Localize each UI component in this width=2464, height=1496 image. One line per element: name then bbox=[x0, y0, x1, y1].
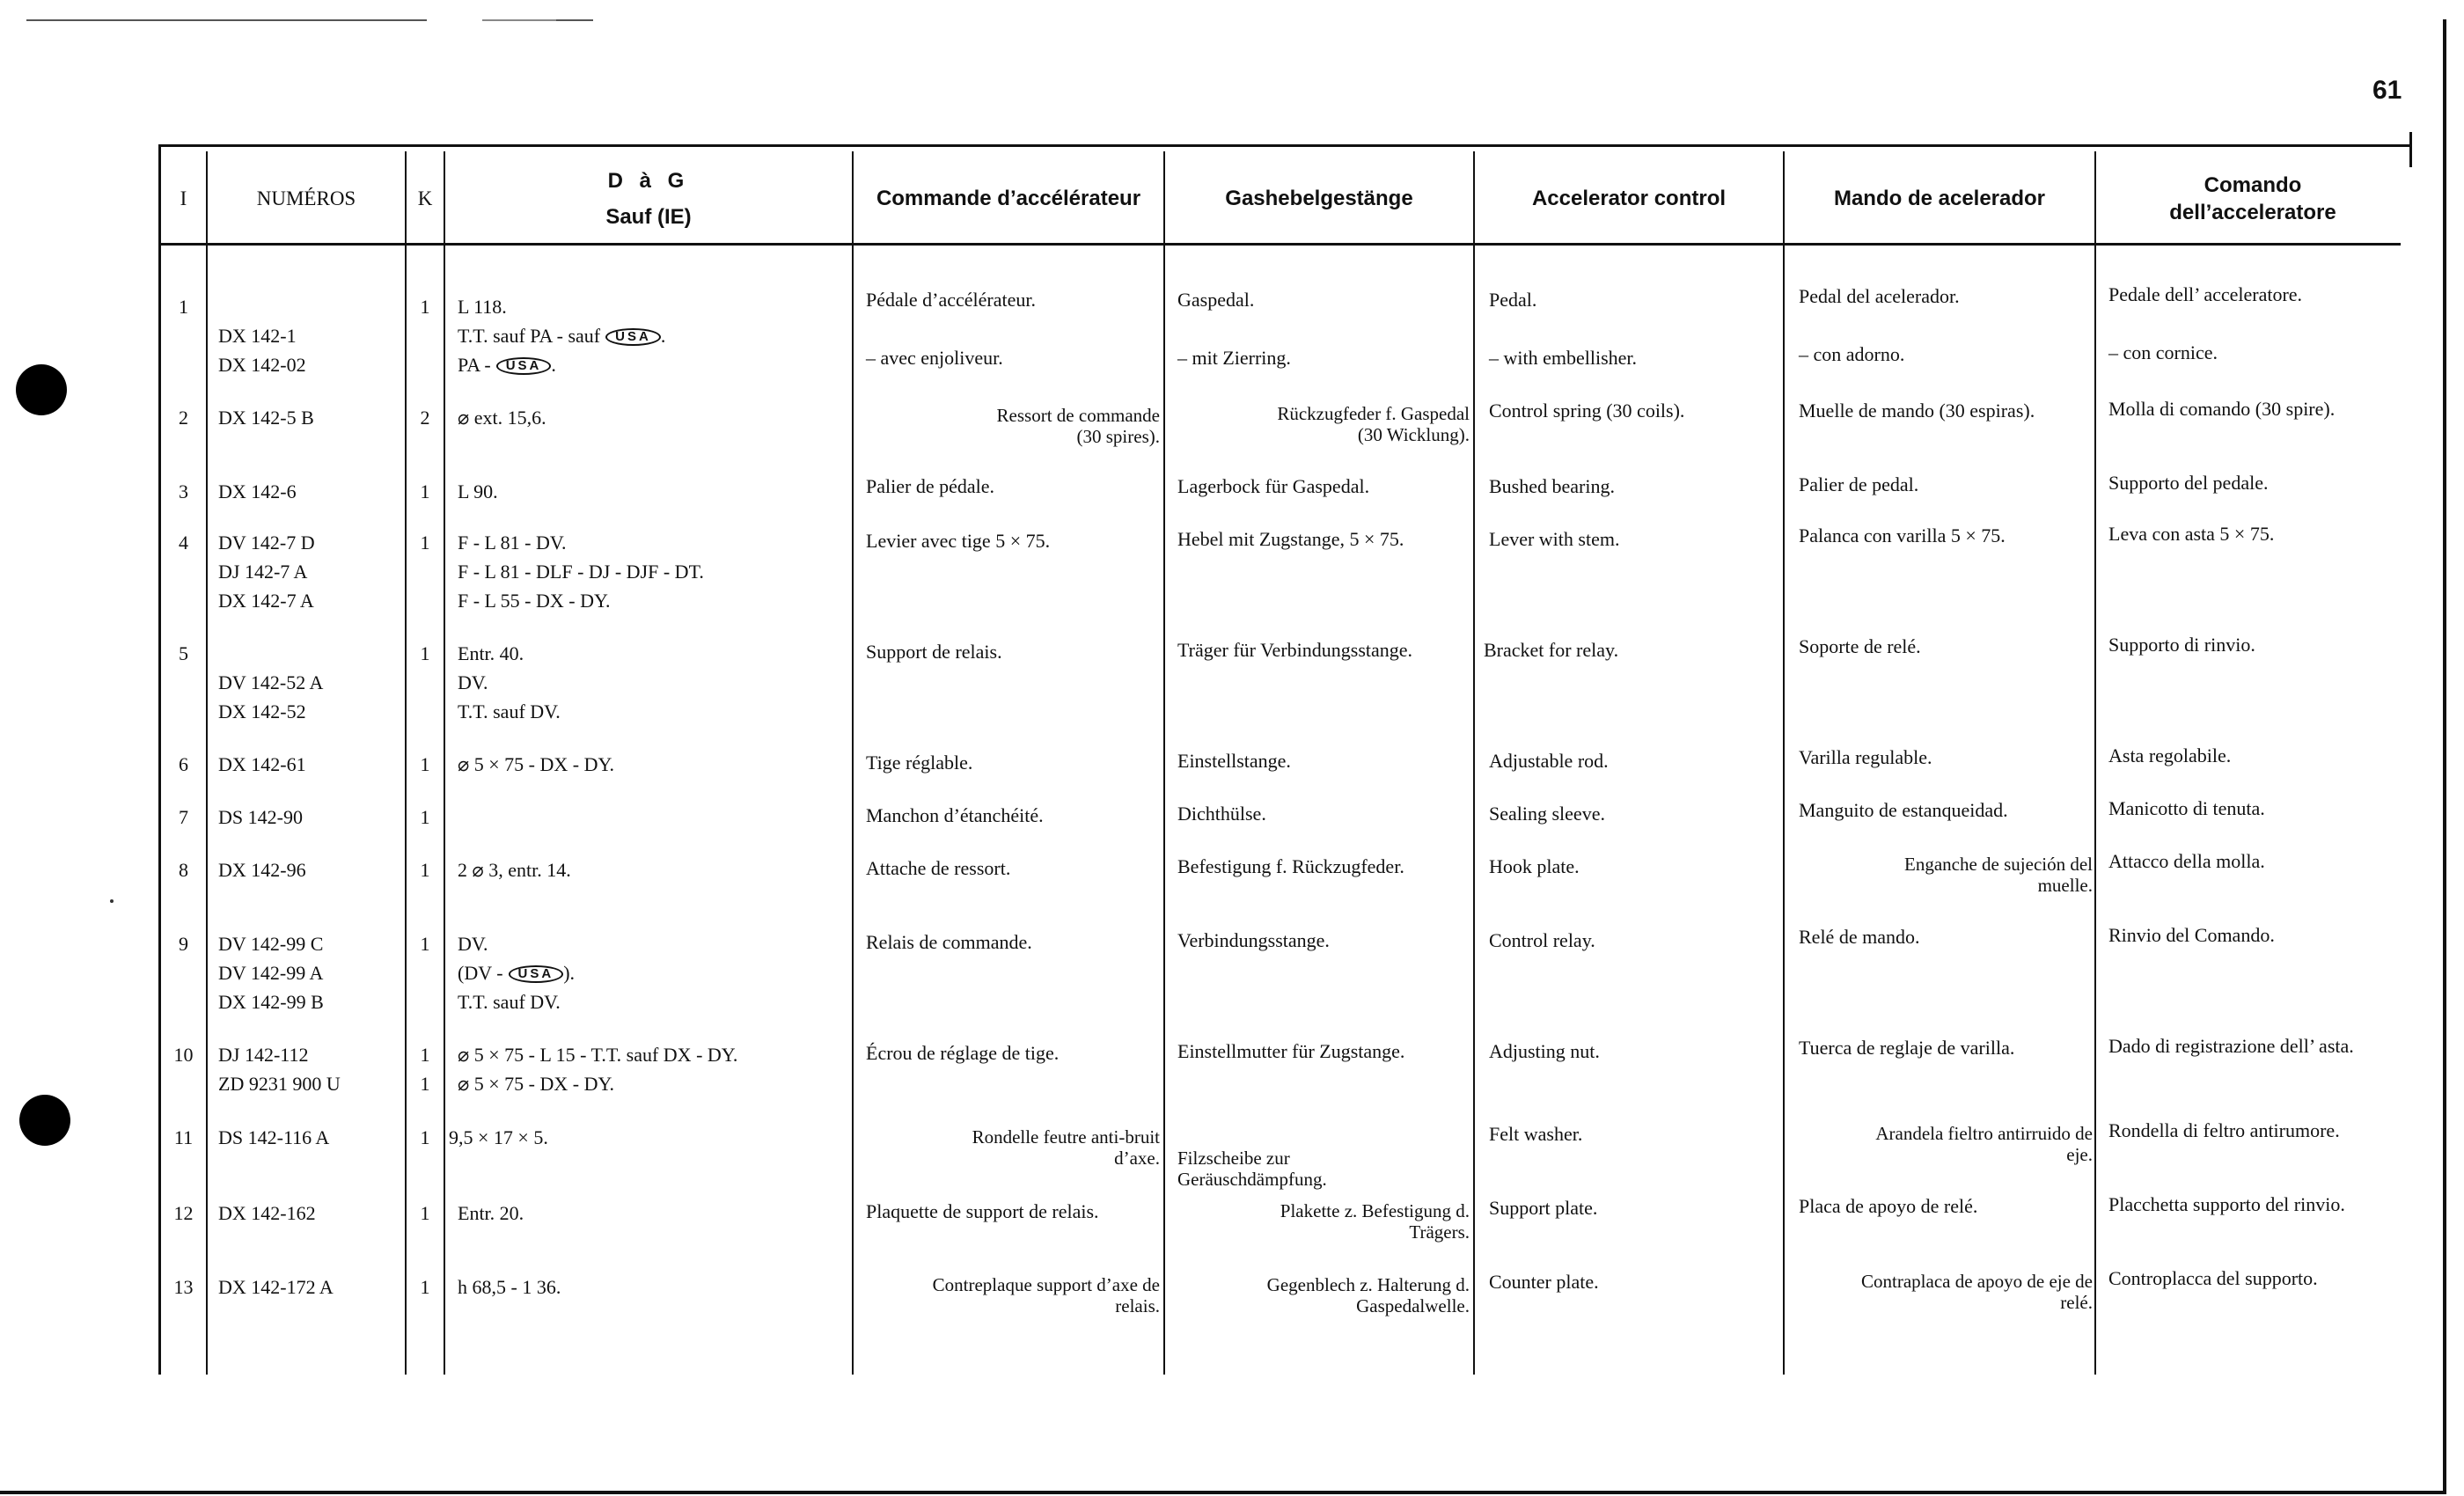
row-4-es: Palanca con varilla 5 × 75. bbox=[1799, 524, 2006, 546]
row-6-index: 6 bbox=[179, 753, 188, 775]
usa-mark-icon: USA bbox=[605, 328, 661, 346]
row-9-dag-line2 bbox=[458, 958, 850, 987]
header-dag-line2: Sauf (IE) bbox=[605, 205, 692, 229]
row-10-fr: Écrou de réglage de tige. bbox=[866, 1042, 1060, 1064]
header-dag-line1: D à G bbox=[607, 168, 690, 193]
usa-mark-icon: USA bbox=[496, 357, 552, 375]
row-2-it: Molla di comando (30 spire). bbox=[2108, 398, 2336, 420]
row-13-es: Contraplaca de apoyo de eje de relé. bbox=[1861, 1271, 2093, 1313]
row-10-dag: ⌀ 5 × 75 - L 15 - T.T. sauf DX - DY. ⌀ 5 × 75 - DX - DY. bbox=[458, 1044, 738, 1095]
header-es: Mando de acelerador bbox=[1833, 187, 2046, 211]
row-4-en: Lever with stem. bbox=[1489, 528, 1620, 550]
row-9-en: Control relay. bbox=[1489, 929, 1595, 951]
row-8-k: 1 bbox=[420, 859, 430, 881]
row-9-dag-line2-end: ). bbox=[563, 962, 576, 984]
row-1-dag-line3: PA - USA . bbox=[458, 354, 556, 376]
row-3-it: Supporto del pedale. bbox=[2108, 472, 2269, 494]
col-line-fr bbox=[1163, 151, 1165, 1375]
row-4-dag: F - L 81 - DV. F - L 81 - DLF - DJ - DJF - DT. F - L 55 - DX - DY. bbox=[458, 532, 704, 612]
row-2-en: Control spring (30 coils). bbox=[1489, 400, 1685, 422]
row-1-de: Gaspedal. – mit Zierring. bbox=[1177, 289, 1291, 369]
row-4-numeros: DV 142-7 D DJ 142-7 A DX 142-7 A bbox=[218, 532, 315, 612]
row-3-en: Bushed bearing. bbox=[1489, 475, 1615, 497]
header-fr: Commande d’accélérateur bbox=[876, 187, 1141, 211]
row-1-dag-line1: L 118. bbox=[458, 296, 507, 318]
row-1-index: 1 bbox=[179, 296, 188, 318]
row-1-fr: Pédale d’accélérateur. – avec enjoliveur. bbox=[866, 289, 1036, 369]
row-1-en: Pedal. – with embellisher. bbox=[1489, 289, 1638, 369]
row-7-it: Manicotto di tenuta. bbox=[2108, 797, 2265, 819]
row-1-numeros: DX 142-1 DX 142-02 bbox=[218, 325, 306, 376]
row-9-dag-line1: DV. bbox=[458, 933, 488, 955]
row-9-numeros: DV 142-99 C DV 142-99 A DX 142-99 B bbox=[218, 933, 324, 1013]
usa-mark-icon: USA bbox=[509, 965, 564, 983]
row-9-dag bbox=[458, 929, 850, 1016]
row-12-en: Support plate. bbox=[1489, 1197, 1598, 1219]
row-6-dag: ⌀ 5 × 75 - DX - DY. bbox=[458, 753, 615, 775]
row-9-fr: Relais de commande. bbox=[866, 931, 1032, 953]
speck bbox=[110, 899, 114, 903]
row-10-it: Dado di registrazione dell’ asta. bbox=[2108, 1035, 2354, 1057]
col-line-k bbox=[444, 151, 445, 1375]
row-5-en: Bracket for relay. bbox=[1484, 639, 1619, 661]
row-8-dag: 2 ⌀ 3, entr. 14. bbox=[458, 859, 571, 881]
row-6-de: Einstellstange. bbox=[1177, 750, 1291, 772]
header-dag bbox=[445, 151, 852, 246]
row-3-numeros: DX 142-6 bbox=[218, 480, 297, 502]
page-edge-right bbox=[2443, 19, 2446, 1494]
row-10-k: 1 1 bbox=[420, 1044, 430, 1095]
row-2-numeros: DX 142-5 B bbox=[218, 407, 314, 429]
row-11-es: Arandela fieltro antirruido de eje. bbox=[1875, 1123, 2093, 1165]
row-11-de bbox=[1177, 1126, 1470, 1211]
row-12-fr: Plaquette de support de relais. bbox=[866, 1200, 1099, 1222]
row-11-numeros: DS 142-116 A bbox=[218, 1126, 330, 1148]
row-1-dag bbox=[458, 292, 850, 379]
row-5-index: 5 bbox=[179, 642, 188, 664]
row-12-k: 1 bbox=[420, 1202, 430, 1224]
row-12-de: Plakette z. Befestigung d. Trägers. bbox=[1280, 1200, 1470, 1243]
row-8-fr: Attache de ressort. bbox=[866, 857, 1011, 879]
row-13-de: Gegenblech z. Halterung d. Gaspedalwelle. bbox=[1266, 1274, 1470, 1316]
row-1-k: 1 bbox=[420, 296, 430, 318]
row-8-numeros: DX 142-96 bbox=[218, 859, 306, 881]
row-10-es: Tuerca de reglaje de varilla. bbox=[1799, 1037, 2015, 1059]
row-10-index: 10 bbox=[173, 1044, 194, 1066]
row-9-de: Verbindungsstange. bbox=[1177, 929, 1330, 951]
row-5-numeros: DV 142-52 A DX 142-52 bbox=[218, 671, 324, 722]
row-7-es: Manguito de estanqueidad. bbox=[1799, 799, 2008, 821]
row-1-dag-line2-text: T.T. sauf PA - sauf bbox=[458, 325, 601, 347]
row-1-dag-line3-text: PA - bbox=[458, 354, 491, 376]
row-10-numeros: DJ 142-112 ZD 9231 900 U bbox=[218, 1044, 341, 1095]
row-11-fr: Rondelle feutre anti-bruit d’axe. bbox=[972, 1126, 1160, 1169]
row-8-en: Hook plate. bbox=[1489, 855, 1580, 877]
row-4-k: 1 bbox=[420, 532, 430, 554]
frame-top bbox=[158, 144, 2411, 147]
col-line-es bbox=[2094, 151, 2096, 1375]
row-13-numeros: DX 142-172 A bbox=[218, 1276, 334, 1298]
header-de: Gashebelgestänge bbox=[1225, 187, 1413, 211]
col-line-dag bbox=[852, 151, 854, 1375]
row-2-es: Muelle de mando (30 espiras). bbox=[1799, 400, 2035, 422]
row-2-de: Rückzugfeder f. Gaspedal (30 Wicklung). bbox=[1277, 403, 1470, 445]
col-line-de bbox=[1473, 151, 1475, 1375]
row-7-en: Sealing sleeve. bbox=[1489, 803, 1605, 825]
page-number: 61 bbox=[2372, 76, 2402, 105]
row-1-it: Pedale dell’ acceleratore. – con cornice. bbox=[2108, 283, 2303, 363]
row-5-dag: Entr. 40. DV. T.T. sauf DV. bbox=[458, 642, 561, 722]
row-3-de: Lagerbock für Gaspedal. bbox=[1177, 475, 1370, 497]
row-7-numeros: DS 142-90 bbox=[218, 806, 303, 828]
row-8-it: Attacco della molla. bbox=[2108, 850, 2265, 872]
row-3-dag: L 90. bbox=[458, 480, 498, 502]
row-6-numeros: DX 142-61 bbox=[218, 753, 306, 775]
row-13-index: 13 bbox=[173, 1276, 194, 1298]
header-it-text: Comando dell’acceleratore bbox=[2169, 172, 2336, 224]
row-4-index: 4 bbox=[179, 532, 188, 554]
row-12-dag: Entr. 20. bbox=[458, 1202, 524, 1224]
row-13-en: Counter plate. bbox=[1489, 1271, 1599, 1293]
row-7-k: 1 bbox=[420, 806, 430, 828]
row-4-it: Leva con asta 5 × 75. bbox=[2108, 523, 2275, 545]
row-5-es: Soporte de relé. bbox=[1799, 635, 1921, 657]
row-3-k: 1 bbox=[420, 480, 430, 502]
row-8-index: 8 bbox=[179, 859, 188, 881]
row-7-index: 7 bbox=[179, 806, 188, 828]
row-12-index: 12 bbox=[173, 1202, 194, 1224]
row-11-it: Rondella di feltro antirumore. bbox=[2108, 1119, 2340, 1141]
row-5-k: 1 bbox=[420, 642, 430, 664]
page-edge-bottom bbox=[0, 1491, 2446, 1494]
row-8-de: Befestigung f. Rückzugfeder. bbox=[1177, 855, 1404, 877]
row-4-fr: Levier avec tige 5 × 75. bbox=[866, 530, 1051, 552]
row-1-es: Pedal del acelerador. – con adorno. bbox=[1799, 285, 1960, 365]
row-9-k: 1 bbox=[420, 933, 430, 955]
row-9-dag-line2-text: (DV - bbox=[458, 962, 503, 984]
row-11-en: Felt washer. bbox=[1489, 1123, 1583, 1145]
row-4-de: Hebel mit Zugstange, 5 × 75. bbox=[1177, 528, 1404, 550]
header-it bbox=[2096, 151, 2409, 246]
row-6-en: Adjustable rod. bbox=[1489, 750, 1609, 772]
row-11-k: 1 bbox=[420, 1126, 430, 1148]
row-5-fr: Support de relais. bbox=[866, 641, 1002, 663]
row-3-es: Palier de pedal. bbox=[1799, 473, 1919, 495]
row-12-numeros: DX 142-162 bbox=[218, 1202, 316, 1224]
row-13-it: Controplacca del supporto. bbox=[2108, 1267, 2318, 1289]
row-13-k: 1 bbox=[420, 1276, 430, 1298]
row-3-fr: Palier de pédale. bbox=[866, 475, 994, 497]
row-2-dag: ⌀ ext. 15,6. bbox=[458, 407, 546, 429]
binder-hole-top bbox=[16, 364, 67, 415]
col-line-index bbox=[206, 151, 208, 1375]
row-2-fr: Ressort de commande (30 spires). bbox=[996, 405, 1160, 447]
row-13-fr: Contreplaque support d’axe de relais. bbox=[932, 1274, 1160, 1316]
row-10-de: Einstellmutter für Zugstange. bbox=[1177, 1040, 1405, 1062]
top-rule-long bbox=[26, 19, 427, 21]
header-k: K bbox=[417, 187, 433, 210]
row-12-es: Placa de apoyo de relé. bbox=[1799, 1195, 1978, 1217]
row-13-dag: h 68,5 - 1 36. bbox=[458, 1276, 561, 1298]
header-en: Accelerator control bbox=[1531, 187, 1727, 211]
row-6-es: Varilla regulable. bbox=[1799, 746, 1932, 768]
row-5-de: Träger für Verbindungsstange. bbox=[1177, 639, 1413, 661]
row-11-de-text: Filzscheibe zur Geräuschdämpfung. bbox=[1177, 1148, 1327, 1190]
row-2-k: 2 bbox=[420, 407, 430, 429]
row-9-index: 9 bbox=[179, 933, 188, 955]
header-index: I bbox=[180, 187, 187, 210]
col-line-en bbox=[1783, 151, 1785, 1375]
binder-hole-bottom bbox=[19, 1095, 70, 1146]
row-6-it: Asta regolabile. bbox=[2108, 744, 2232, 766]
row-2-index: 2 bbox=[179, 407, 188, 429]
row-9-it: Rinvio del Comando. bbox=[2108, 924, 2275, 946]
row-7-de: Dichthülse. bbox=[1177, 803, 1266, 825]
row-11-dag: 9,5 × 17 × 5. bbox=[449, 1126, 548, 1148]
row-9-es: Relé de mando. bbox=[1799, 926, 1920, 948]
row-7-fr: Manchon d’étanchéité. bbox=[866, 804, 1044, 826]
row-6-k: 1 bbox=[420, 753, 430, 775]
row-8-es: Enganche de sujeción del muelle. bbox=[1904, 854, 2093, 896]
row-12-it: Placchetta supporto del rinvio. bbox=[2108, 1193, 2345, 1215]
row-1-dag-line2: T.T. sauf PA - sauf USA . bbox=[458, 325, 666, 347]
top-rule-short bbox=[556, 19, 593, 21]
row-5-it: Supporto di rinvio. bbox=[2108, 634, 2255, 656]
row-3-index: 3 bbox=[179, 480, 188, 502]
row-6-fr: Tige réglable. bbox=[866, 752, 973, 774]
row-11-index: 11 bbox=[173, 1126, 194, 1148]
frame-right bbox=[2409, 132, 2412, 167]
row-9-dag-line3: T.T. sauf DV. bbox=[458, 991, 561, 1013]
row-10-en: Adjusting nut. bbox=[1489, 1040, 1600, 1062]
header-numeros: NUMÉROS bbox=[256, 187, 356, 210]
